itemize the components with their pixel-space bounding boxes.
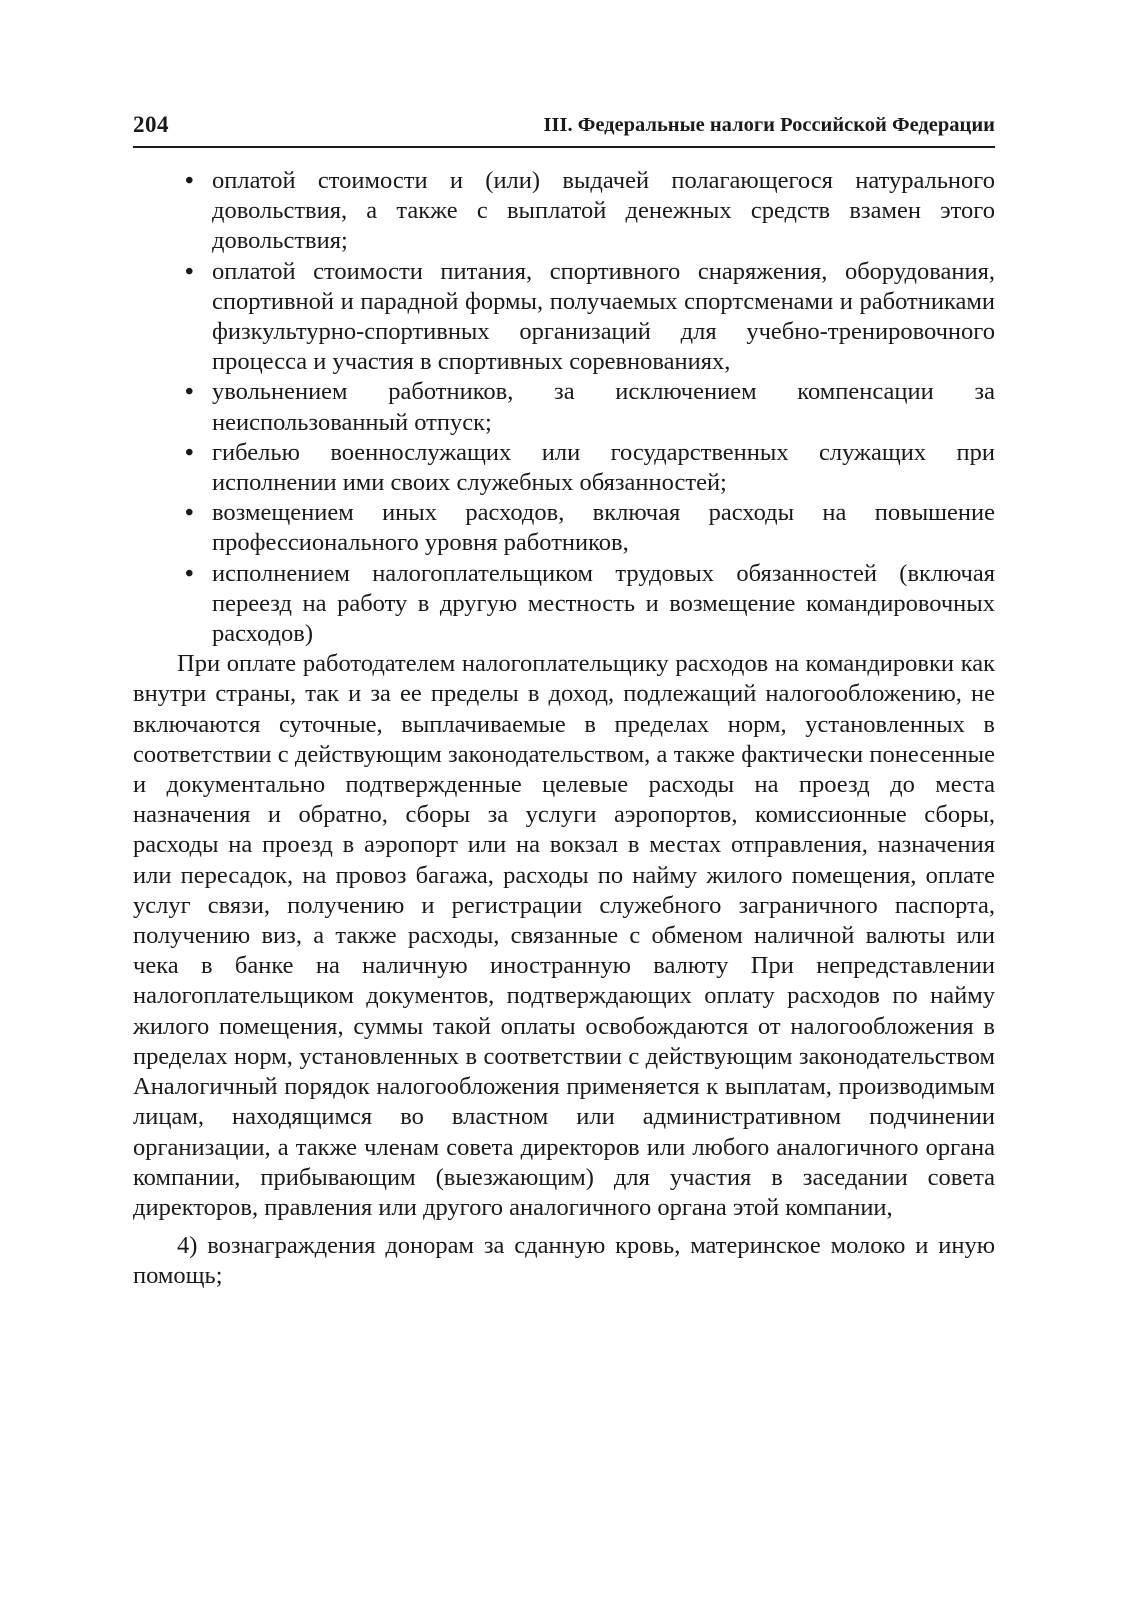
list-item [133, 166, 995, 257]
list-item [133, 559, 995, 650]
page-body [133, 166, 995, 1292]
list-item-text: возмещением иных расходов, включая расходы на повышение профессионального уровня работников, [212, 499, 995, 557]
list-item-text: оплатой стоимости и (или) выдачей полагающегося натурального довольствия, а также с выплатой денежных средств взамен этого довольствия; [212, 167, 995, 255]
body-paragraph-donor-rewards: 4) вознаграждения донорам за сданную кровь, материнское молоко и иную помощь; [133, 1232, 995, 1290]
list-item-text: оплатой стоимости питания, спортивного снаряжения, оборудования, спортивной и парадной формы, получаемых спортсменами и работниками физкультурно-спортивных организаций для учебно-тренировочного процесса и участия в спортивных соревнованиях, [212, 257, 995, 376]
running-header [133, 112, 995, 148]
bullet-icon: • [185, 257, 194, 285]
list-item [133, 257, 995, 378]
bullet-icon: • [185, 499, 194, 527]
list-item-text: исполнением налогоплательщиком трудовых обязанностей (включая переезд на работу в другую местность и возмещение командировочных расходов) [212, 559, 995, 648]
list-item-text: гибелью военнослужащих или государственных служащих при исполнении ими своих служебных обязанностей; [212, 438, 995, 497]
bullet-icon: • [185, 559, 194, 587]
list-item [133, 377, 995, 437]
list-item [133, 498, 995, 558]
bullet-icon: • [185, 167, 194, 194]
bullet-list [133, 166, 995, 649]
page-number: 204 [133, 112, 169, 137]
body-paragraph-travel-expenses: При оплате работодателем налогоплательщику расходов на командировки как внутри страны, так и за ее пределы в доход, подлежащий налогообложению, не включаются суточные, выплачиваемые в пределах норм, установленных в соответствии с действующим законодательством, а также фактически понесенные и документально подтвержденные целевые расходы на проезд до места назначения и обратно, сборы за услуги аэропортов, комиссионные сборы, расходы на проезд в аэропорт или на вокзал в местах отправления, назначения или пересадок, на провоз багажа, расходы по найму жилого помещения, оплате услуг связи, получению и регистрации служебного заграничного паспорта, получению виз, а также расходы, связанные с обменом наличной валюты или чека в банке на наличную иностранную валюту При непредставлении налогоплательщиком документов, подтверждающих оплату расходов по найму жилого помещения, суммы такой оплаты освобождаются от налогообложения в пределах норм, установленных в соответствии с действующим законодательством Аналогичный порядок налогообложения применяется к выплатам, производимым лицам, находящимся во властном или административном подчинении организации, а также членам совета директоров или любого аналогичного органа компании, прибывающим (выезжающим) для участия в заседании совета директоров, правления или другого аналогичного органа этой компании, [133, 650, 995, 1221]
list-item-text: увольнением работников, за исключением компенсации за неиспользованный отпуск; [212, 378, 995, 436]
list-item [133, 438, 995, 498]
bullet-icon: • [185, 438, 194, 466]
chapter-title: III. Федеральные налоги Российской Федерации [543, 114, 995, 136]
bullet-icon: • [185, 378, 194, 406]
